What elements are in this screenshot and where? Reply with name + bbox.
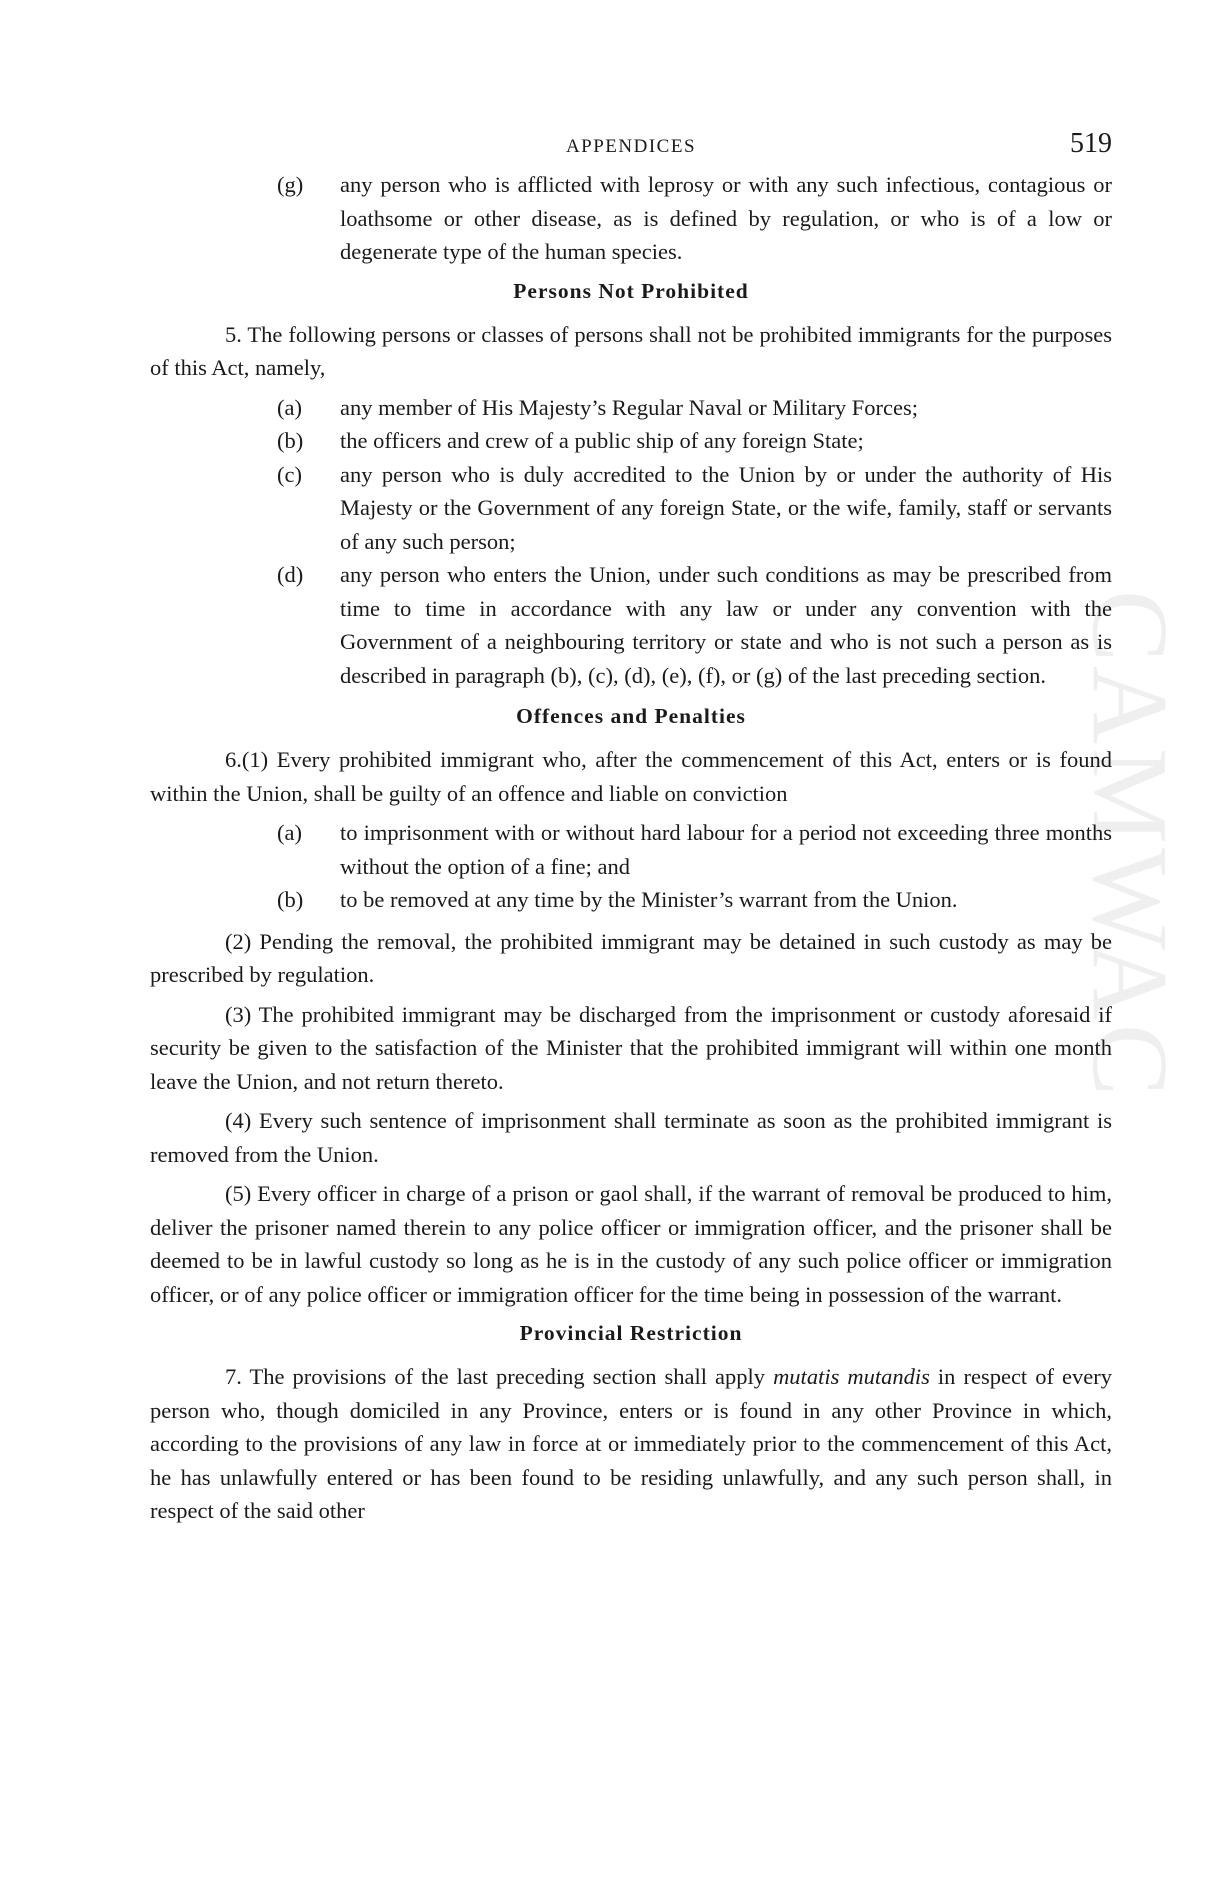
- item-label: (g): [277, 172, 304, 197]
- item-text: any person who is afflicted with leprosy or with any such infectious, contagious or loathsome or other disease, as is defined by regulation, or who is of a low or degenerate type of the human species.: [340, 172, 1112, 264]
- section-heading-provincial-restriction: Provincial Restriction: [519, 1321, 743, 1345]
- section-7-text: [150, 1360, 1112, 1528]
- section-5-list: [150, 391, 1112, 693]
- latin-phrase: mutatis mutandis: [773, 1364, 930, 1389]
- section-heading-offences-and-penalties: Offences and Penalties: [516, 704, 746, 728]
- item-text: to imprisonment with or without hard labour for a period not exceeding three months without the option of a fine; and: [340, 820, 1112, 879]
- list-item: [150, 424, 1112, 458]
- list-item-g: [150, 168, 1112, 269]
- section-6-list: [150, 816, 1112, 917]
- list-item: [150, 458, 1112, 559]
- item-text: any member of His Majesty’s Regular Naval or Military Forces;: [340, 394, 918, 420]
- list-item: [150, 391, 1112, 425]
- watermark: CAMWAC: [1070, 590, 1189, 1101]
- subsection-4: (4) Every such sentence of imprisonment shall terminate as soon as the prohibited immigrant is removed from the Union.: [150, 1108, 1112, 1167]
- section-7-text-start: 7. The provisions of the last preceding section shall apply: [225, 1364, 774, 1389]
- section-heading-persons-not-prohibited: Persons Not Prohibited: [513, 278, 749, 303]
- item-label: (b): [277, 428, 304, 453]
- item-label: (b): [277, 887, 304, 912]
- item-text: to be removed at any time by the Minister’s warrant from the Union.: [340, 887, 958, 912]
- page-header: [150, 128, 1112, 168]
- item-label: (a): [277, 820, 302, 845]
- section-7-text-end: in respect of every person who, though domiciled in any Province, enters or is found in any other Province in which, according to the provisions of any law in force at or immediately prior to the commencement of this Act, he has unlawfully entered or has been found to be residing unlawfully, and any such person shall, in respect of the said other: [150, 1364, 1112, 1523]
- section-6-intro: 6.(1) Every prohibited immigrant who, after the commencement of this Act, enters or is found within the Union, shall be guilty of an offence and liable on conviction: [150, 747, 1112, 806]
- item-text: any person who is duly accredited to the Union by or under the authority of His Majesty or the Government of any foreign State, or the wife, family, staff or servants of any such person;: [340, 461, 1112, 554]
- item-label: (c): [277, 461, 302, 487]
- subsection-2: (2) Pending the removal, the prohibited immigrant may be detained in such custody as may be prescribed by regulation.: [150, 928, 1112, 987]
- subsection-3: (3) The prohibited immigrant may be discharged from the imprisonment or custody aforesaid if security be given to the satisfaction of the Minister that the prohibited immigrant will within one month leave the Union, and not return thereto.: [150, 1001, 1112, 1094]
- item-text: the officers and crew of a public ship of any foreign State;: [340, 428, 864, 453]
- page-number: 519: [1070, 128, 1112, 159]
- item-text: any person who enters the Union, under such conditions as may be prescribed from time to time in accordance with any law or under any convention with the Government of a neighbouring territory or state and who is not such a person as is described in paragraph (b), (c), (d), (e), (f), or (g) of the last preceding section.: [340, 562, 1112, 688]
- subsection-5: (5) Every officer in charge of a prison or gaol shall, if the warrant of removal be produced to him, deliver the prisoner named therein to any police officer or immigration officer, and the prisoner shall be deemed to be in lawful custody so long as he is in the custody of any such police officer or immigration officer, or of any police officer or immigration officer for the time being in possession of the warrant.: [150, 1181, 1112, 1307]
- list-item: [150, 816, 1112, 883]
- section-5-intro: 5. The following persons or classes of persons shall not be prohibited immigrants for the purposes of this Act, namely,: [150, 321, 1112, 380]
- item-label: (a): [277, 394, 302, 420]
- page: [150, 128, 1112, 1528]
- running-title: APPENDICES: [565, 136, 697, 157]
- list-item: [150, 558, 1112, 692]
- item-label: (d): [277, 562, 304, 587]
- list-item: [150, 883, 1112, 917]
